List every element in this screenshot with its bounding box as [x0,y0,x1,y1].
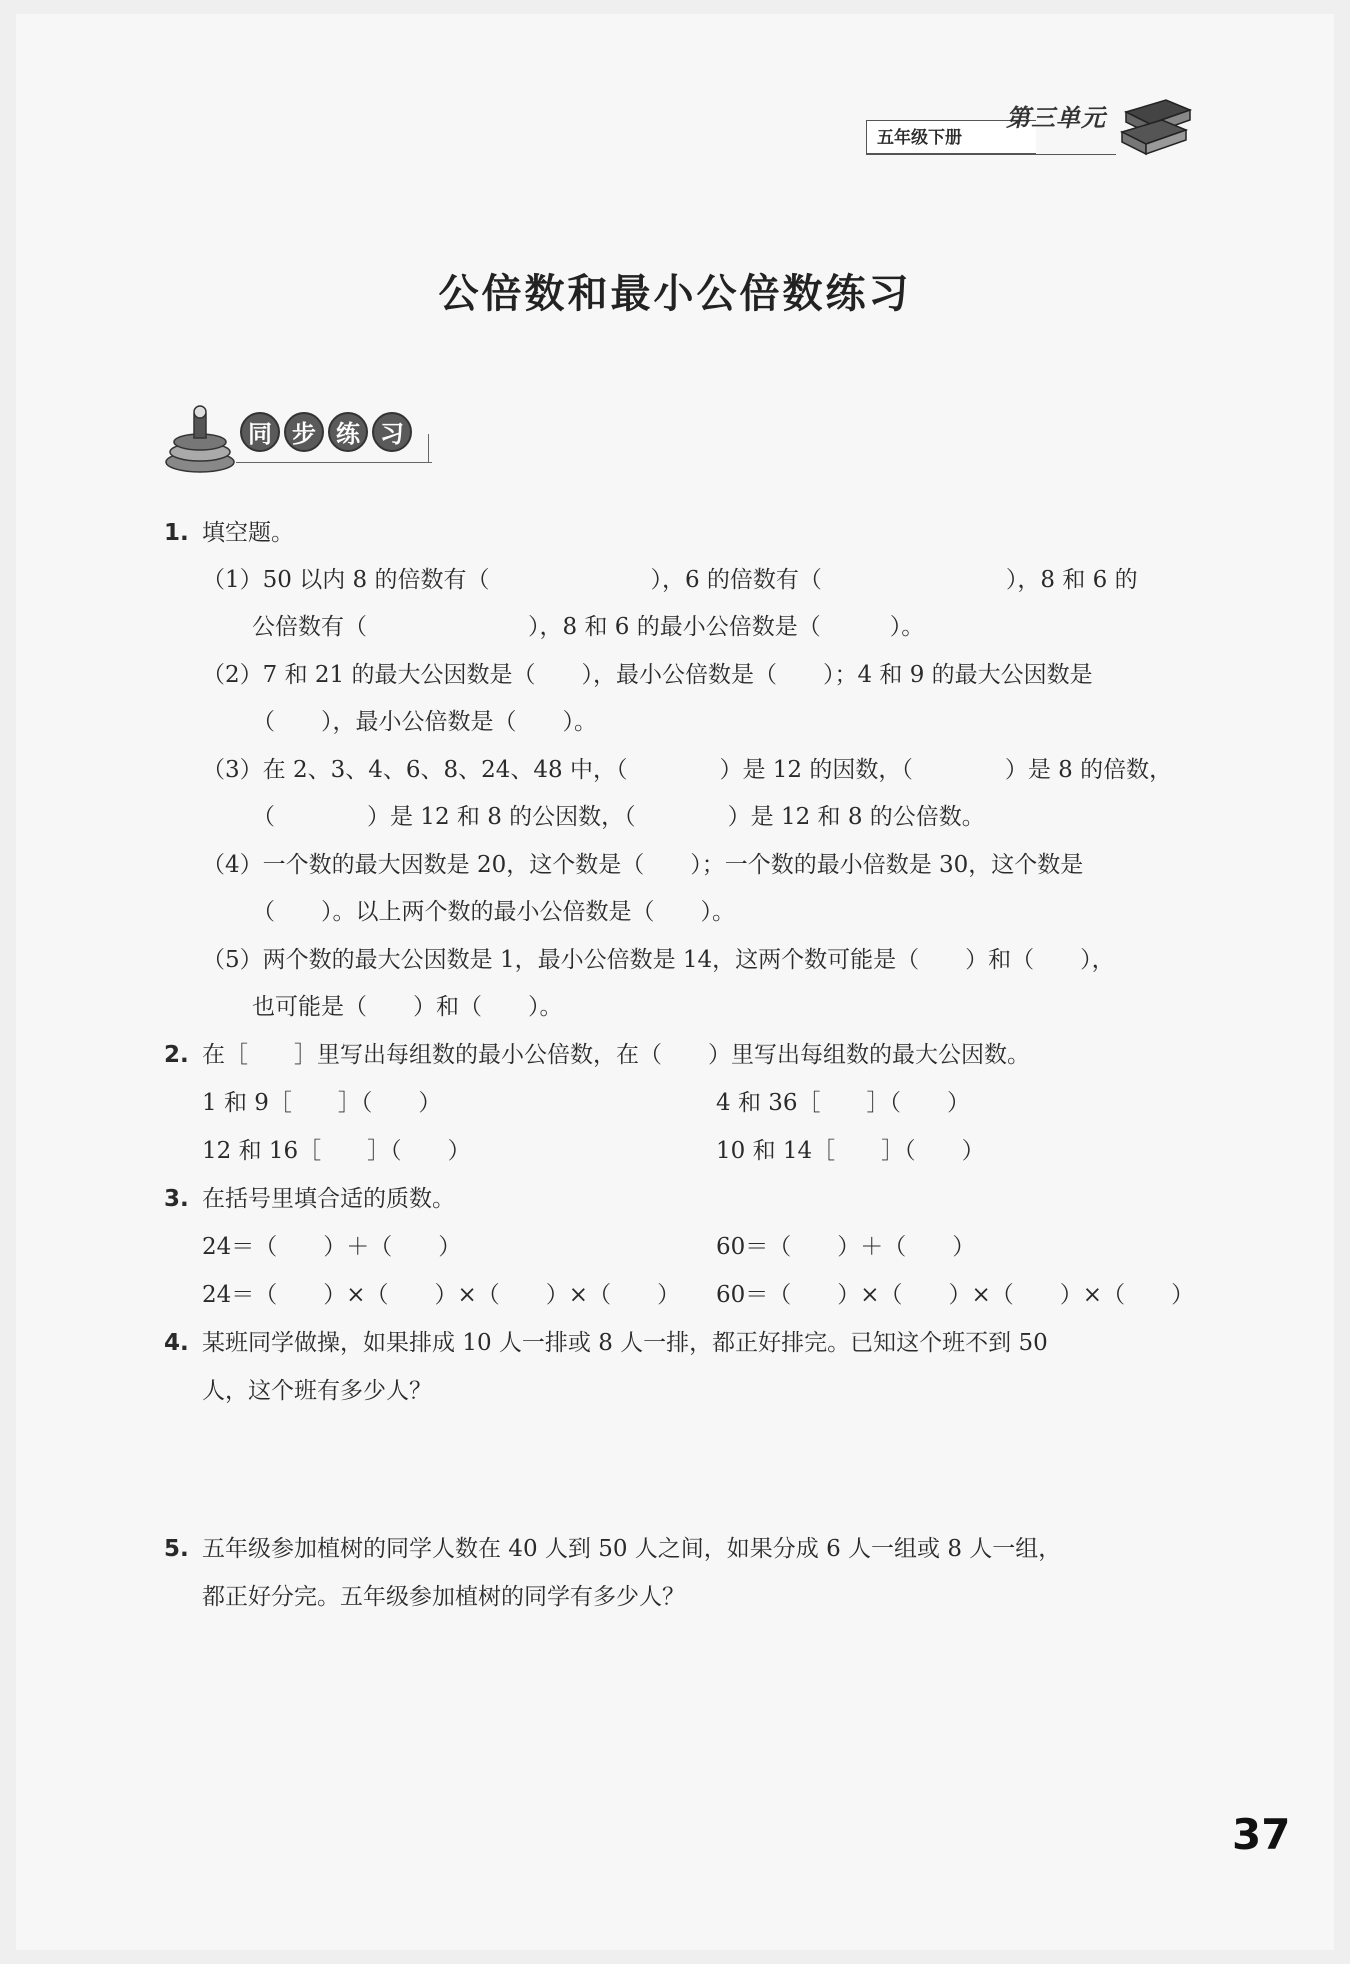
q4-line2: 人，这个班有多少人？ [202,1378,432,1404]
q1-part3-line1: （3）在 2、3、4、6、8、24、48 中，（ ）是 12 的因数，（ ）是 8 的倍数， [202,757,1173,783]
section-banner [160,400,440,480]
q2-item: 4 和 36［ ］（ ） [716,1090,971,1116]
q2-prompt: 在［ ］里写出每组数的最小公倍数，在（ ）里写出每组数的最大公因数。 [202,1042,1030,1068]
q1-part1-line2: 公倍数有（ ），8 和 6 的最小公倍数是（ ）。 [252,614,925,640]
q3-item: 60＝（ ）×（ ）×（ ）×（ ） [716,1282,1195,1308]
section-char: 习 [372,412,412,452]
banner-rule [236,462,432,463]
q5-line2: 都正好分完。五年级参加植树的同学有多少人？ [202,1584,685,1610]
unit-label: 第三单元 [1006,104,1106,132]
q3-number: 3. [164,1186,189,1212]
q3-prompt: 在括号里填合适的质数。 [202,1186,455,1212]
q1-part5-line1: （5）两个数的最大公因数是 1，最小公倍数是 14，这两个数可能是（ ）和（ ）， [202,947,1115,973]
q5-line1: 五年级参加植树的同学人数在 40 人到 50 人之间，如果分成 6 人一组或 8 人一组， [202,1536,1062,1562]
q1-part4-line2: （ ）。以上两个数的最小公倍数是（ ）。 [252,899,735,925]
q1-part5-line2: 也可能是（ ）和（ ）。 [252,994,563,1020]
page-title: 公倍数和最小公倍数练习 [438,271,912,317]
q2-number: 2. [164,1042,189,1068]
q4-line1: 某班同学做操，如果排成 10 人一排或 8 人一排，都正好排完。已知这个班不到 50 [202,1330,1048,1356]
q1-part4-line1: （4）一个数的最大因数是 20，这个数是（ ）；一个数的最小倍数是 30，这个数是 [202,852,1084,878]
q2-item: 12 和 16［ ］（ ） [202,1138,471,1164]
stacked-books-icon [160,400,240,480]
q2-item: 1 和 9［ ］（ ） [202,1090,442,1116]
q5-number: 5. [164,1536,189,1562]
q2-item: 10 和 14［ ］（ ） [716,1138,985,1164]
q1-number: 1. [164,520,189,546]
section-char: 练 [328,412,368,452]
header-rule [866,154,1116,155]
q1-part2-line1: （2）7 和 21 的最大公因数是（ ），最小公倍数是（ ）；4 和 9 的最大公因数是 [202,662,1093,688]
q3-item: 60＝（ ）＋（ ） [716,1234,976,1260]
books-icon [1116,92,1196,162]
grade-label: 五年级下册 [866,120,1036,154]
q3-item: 24＝（ ）＋（ ） [202,1234,462,1260]
section-char: 同 [240,412,280,452]
q1-part2-line2: （ ），最小公倍数是（ ）。 [252,709,597,735]
section-char: 步 [284,412,324,452]
q1-prompt: 填空题。 [202,520,294,546]
page-header [866,92,1196,162]
q4-number: 4. [164,1330,189,1356]
page-number: 37 [1232,1810,1291,1859]
q1-part3-line2: （ ）是 12 和 8 的公因数，（ ）是 12 和 8 的公倍数。 [252,804,985,830]
q1-part1-line1: （1）50 以内 8 的倍数有（ ），6 的倍数有（ ），8 和 6 的 [202,567,1138,593]
section-title [240,412,412,452]
q3-item: 24＝（ ）×（ ）×（ ）×（ ） [202,1282,681,1308]
banner-rule-vertical [428,434,429,463]
